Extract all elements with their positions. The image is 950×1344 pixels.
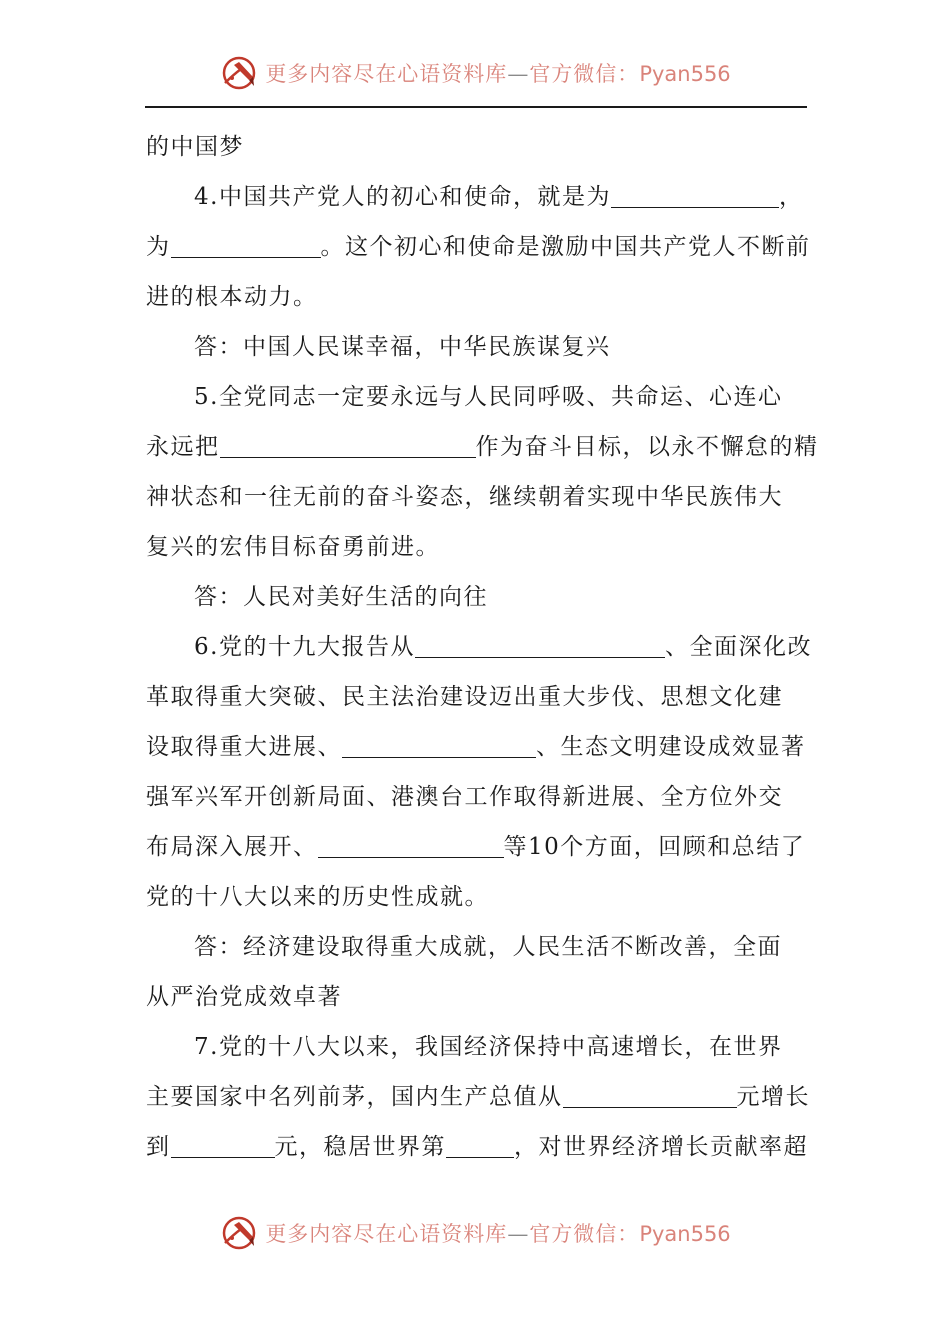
header-rule [145, 106, 807, 108]
text-line: 为 。这个初心和使命是激励中国共产党人不断前 [146, 222, 806, 272]
question-4-line: 4.中国共产党人的初心和使命，就是为 ， [146, 172, 806, 222]
text-line: 布局深入展开、 等10个方面，回顾和总结了 [146, 822, 806, 872]
question-6-line: 6.党的十九大报告从 、全面深化改 [146, 622, 806, 672]
pen-logo-icon [219, 53, 259, 93]
banner-text: 更多内容尽在心语资料库—官方微信：Pyan556 [265, 1222, 731, 1246]
text-line: 主要国家中名列前茅，国内生产总值从 元增长 [146, 1072, 806, 1122]
text-line: 强军兴军开创新局面、港澳台工作取得新进展、全方位外交 [146, 784, 783, 810]
text-line: 党的十八大以来的历史性成就。 [146, 884, 489, 910]
header-watermark-banner [0, 50, 950, 96]
text-line: 复兴的宏伟目标奋勇前进。 [146, 534, 440, 560]
text-line: 从严治党成效卓著 [146, 984, 342, 1010]
answer-blank [318, 827, 504, 858]
answer-blank [171, 227, 321, 258]
banner-text: 更多内容尽在心语资料库—官方微信：Pyan556 [265, 62, 731, 86]
answer-blank [342, 727, 536, 758]
footer-watermark-banner [0, 1210, 950, 1256]
text-line: 进的根本动力。 [146, 284, 318, 310]
answer-line: 答：中国人民谋幸福，中华民族谋复兴 [194, 334, 611, 360]
text-line: 永远把 作为奋斗目标，以永不懈怠的精 [146, 422, 806, 472]
answer-blank [220, 427, 476, 458]
answer-blank [563, 1077, 737, 1108]
question-5-line: 5.全党同志一定要永远与人民同呼吸、共命运、心连心 [194, 384, 783, 410]
answer-blank [171, 1127, 275, 1158]
question-7-line: 7.党的十八大以来，我国经济保持中高速增长，在世界 [194, 1034, 783, 1060]
answer-blank [611, 177, 779, 208]
document-body [146, 122, 819, 1172]
answer-blank [415, 627, 665, 658]
answer-line: 答：人民对美好生活的向往 [194, 584, 488, 610]
text-line: 革取得重大突破、民主法治建设迈出重大步伐、思想文化建 [146, 684, 783, 710]
pen-logo-icon [219, 1213, 259, 1253]
text-line: 的中国梦 [146, 134, 244, 160]
text-line: 神状态和一往无前的奋斗姿态，继续朝着实现中华民族伟大 [146, 484, 783, 510]
answer-line: 答：经济建设取得重大成就，人民生活不断改善，全面 [194, 934, 782, 960]
answer-blank [446, 1127, 514, 1158]
text-line: 设取得重大进展、 、生态文明建设成效显著 [146, 722, 806, 772]
text-line: 到 元，稳居世界第 ，对世界经济增长贡献率超 [146, 1122, 806, 1172]
